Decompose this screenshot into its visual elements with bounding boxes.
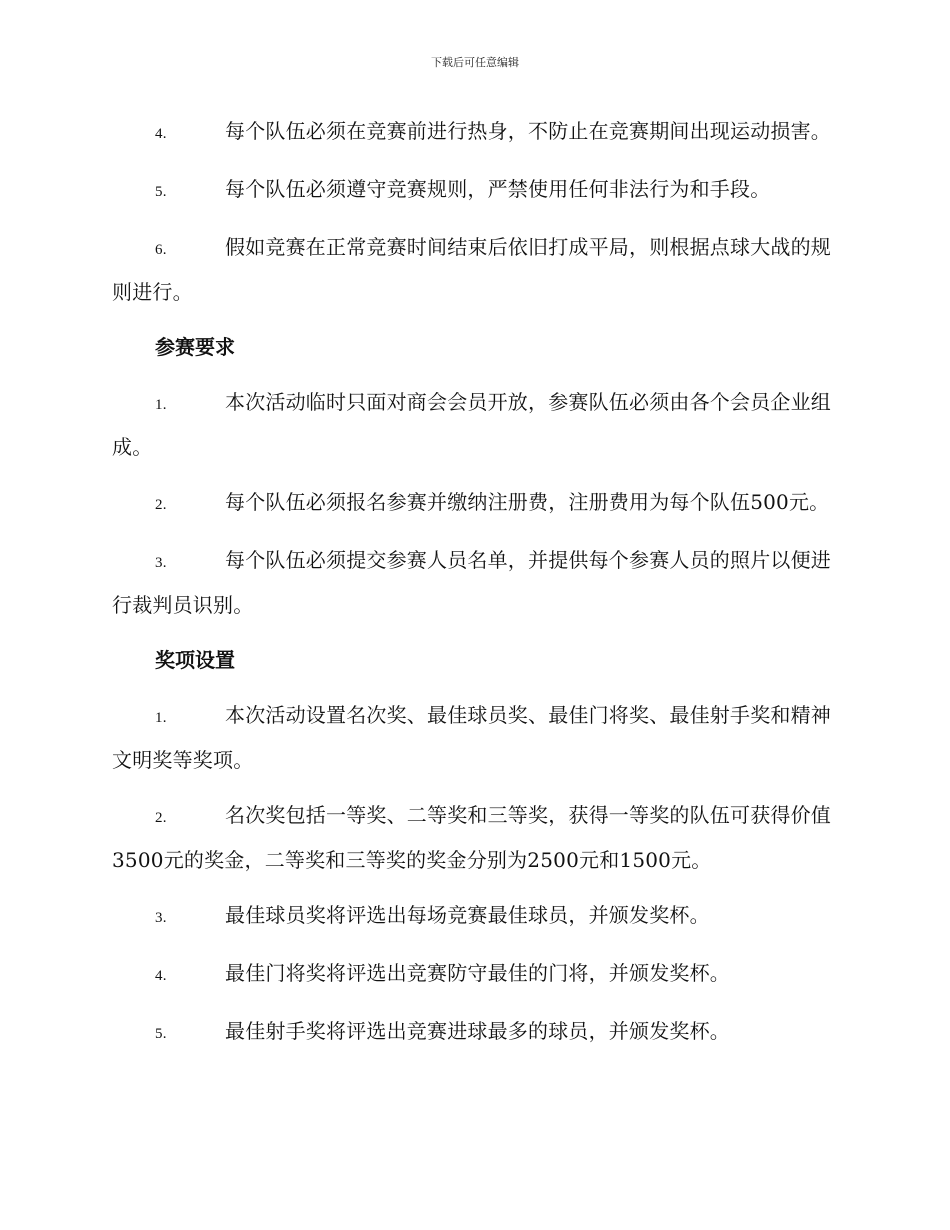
list-item: [112, 952, 834, 997]
list-item-text: 假如竞赛在正常竞赛时间结束后依旧打成平局，则根据点球大战的规则进行。: [112, 235, 831, 304]
list-number: 3.: [155, 910, 167, 926]
list-number: 5.: [155, 1026, 167, 1042]
list-item: [112, 1010, 834, 1055]
list-number: 2.: [155, 810, 167, 826]
list-item: [112, 894, 834, 939]
list-number: 1.: [155, 710, 167, 726]
list-item-text: 本次活动设置名次奖、最佳球员奖、最佳门将奖、最佳射手奖和精神文明奖等奖项。: [112, 703, 831, 772]
list-item: [112, 694, 834, 781]
list-item: [112, 539, 834, 626]
list-item-text: 最佳球员奖将评选出每场竞赛最佳球员，并颁发奖杯。: [225, 903, 710, 927]
list-number: 5.: [155, 184, 167, 200]
document-body: [112, 110, 834, 1068]
list-number: 3.: [155, 555, 167, 571]
list-item-text: 每个队伍必须在竞赛前进行热身，不防止在竞赛期间出现运动损害。: [225, 119, 831, 143]
list-item-text: 每个队伍必须遵守竞赛规则，严禁使用任何非法行为和手段。: [225, 177, 771, 201]
section-heading-awards: 奖项设置: [155, 648, 235, 672]
list-item: [112, 110, 834, 155]
list-item: [112, 168, 834, 213]
list-item-text: 每个队伍必须提交参赛人员名单，并提供每个参赛人员的照片以便进行裁判员识别。: [112, 548, 831, 617]
list-item-text: 本次活动临时只面对商会会员开放，参赛队伍必须由各个会员企业组成。: [112, 390, 831, 459]
list-item-text: 每个队伍必须报名参赛并缴纳注册费，注册费用为每个队伍500元。: [225, 490, 830, 514]
list-item-text: 名次奖包括一等奖、二等奖和三等奖，获得一等奖的队伍可获得价值3500元的奖金，二等奖和三等奖的奖金分别为2500元和1500元。: [112, 803, 831, 872]
list-number: 6.: [155, 242, 167, 258]
section-heading-requirements: 参赛要求: [155, 335, 235, 359]
list-item-text: 最佳射手奖将评选出竞赛进球最多的球员，并颁发奖杯。: [225, 1019, 730, 1043]
page-header: 下载后可任意编辑: [431, 56, 519, 69]
list-item: [112, 381, 834, 468]
list-number: 4.: [155, 126, 167, 142]
list-number: 4.: [155, 968, 167, 984]
list-number: 2.: [155, 497, 167, 513]
list-item: [112, 794, 834, 881]
list-number: 1.: [155, 397, 167, 413]
list-item-text: 最佳门将奖将评选出竞赛防守最佳的门将，并颁发奖杯。: [225, 961, 730, 985]
list-item: [112, 226, 834, 313]
list-item: [112, 481, 834, 526]
